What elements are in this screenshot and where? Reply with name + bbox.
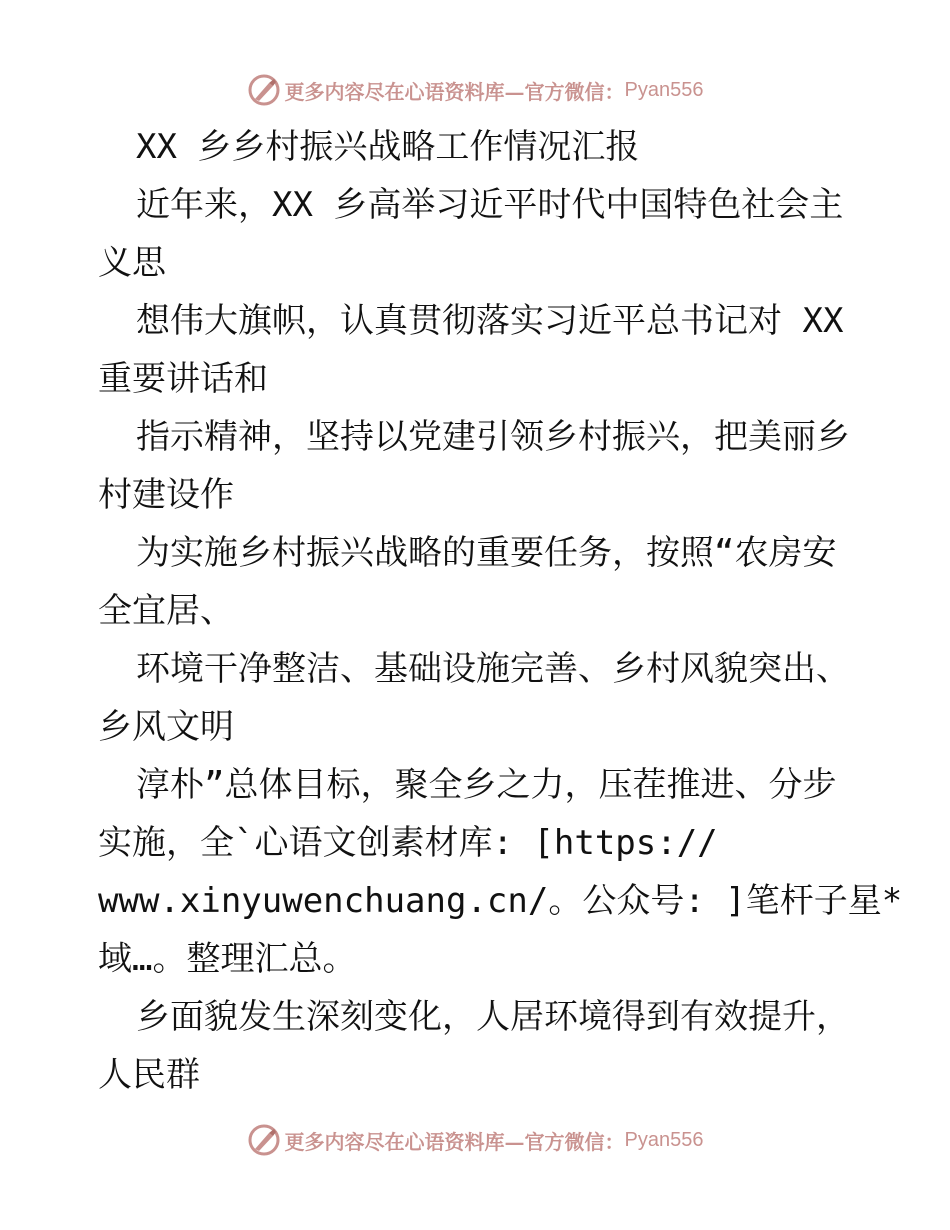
document-title: XX 乡乡村振兴战略工作情况汇报 [136, 127, 640, 167]
paragraph-line: 环境干净整洁、基础设施完善、乡村风貌突出、 [136, 649, 850, 689]
paragraph-line: 全宜居、 [98, 591, 234, 631]
pen-logo-icon [247, 73, 281, 107]
paragraph-line: 义思 [98, 243, 166, 283]
watermark-text: 更多内容尽在心语资料库—官方微信： [284, 1129, 625, 1154]
document-body [98, 118, 903, 1104]
paragraph-line: 淳朴”总体目标，聚全乡之力，压茬推进、分步 [136, 765, 837, 805]
paragraph-line: 指示精神，坚持以党建引领乡村振兴，把美丽乡 [136, 417, 850, 457]
watermark-footer [0, 1120, 950, 1160]
pen-logo-icon [247, 1123, 281, 1157]
watermark-wechat-id: Pyan556 [624, 1128, 704, 1151]
paragraph-line: 乡面貌发生深刻变化，人居环境得到有效提升， [136, 997, 850, 1037]
paragraph-line: 人民群 [98, 1055, 200, 1095]
paragraph-line: 近年来，XX 乡高举习近平时代中国特色社会主 [136, 185, 844, 225]
paragraph-line: 实施，全`心语文创素材库: [https:// [98, 823, 718, 863]
paragraph-line: 域…。整理汇总。 [98, 939, 357, 979]
watermark-wechat-id: Pyan556 [624, 78, 704, 101]
paragraph-line: 为实施乡村振兴战略的重要任务，按照“农房安 [136, 533, 837, 573]
paragraph-line: www.xinyuwenchuang.cn/。公众号: ]笔杆子星* [98, 881, 903, 921]
watermark-text: 更多内容尽在心语资料库—官方微信： [284, 79, 625, 104]
paragraph-line: 村建设作 [98, 475, 234, 515]
paragraph-line: 乡风文明 [98, 707, 234, 747]
paragraph-line: 想伟大旗帜，认真贯彻落实习近平总书记对 XX [136, 301, 844, 341]
watermark-header [0, 70, 950, 110]
paragraph-line: 重要讲话和 [98, 359, 268, 399]
